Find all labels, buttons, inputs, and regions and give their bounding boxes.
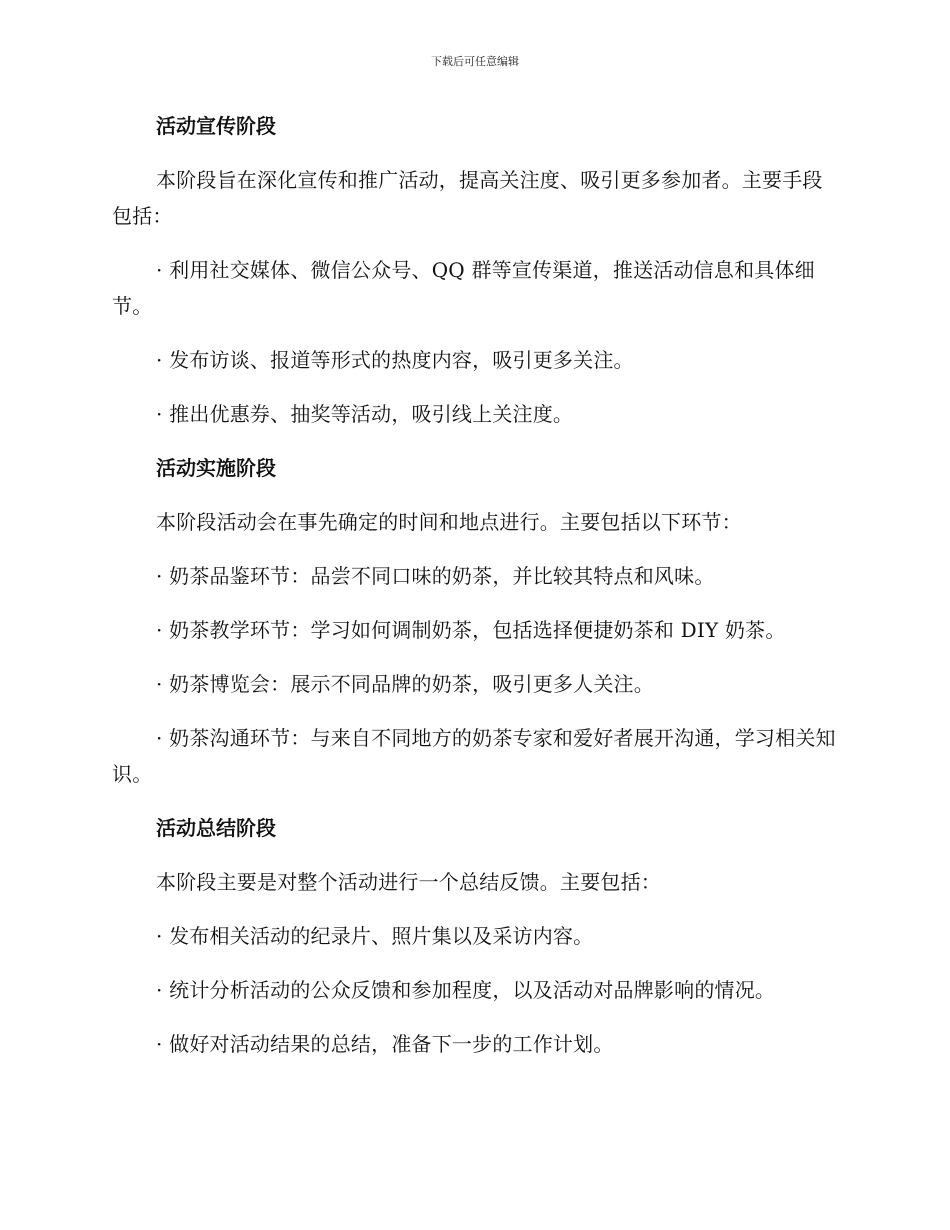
bullet-item: · 奶茶沟通环节：与来自不同地方的奶茶专家和爱好者展开沟通，学习相关知识。 xyxy=(112,726,836,786)
section-heading: 活动总结阶段 xyxy=(156,816,276,840)
section-heading: 活动宣传阶段 xyxy=(156,114,276,138)
section-implementation xyxy=(112,450,840,792)
bullet-item: · 奶茶品鉴环节：品尝不同口味的奶茶，并比较其特点和风味。 xyxy=(156,564,715,588)
section-publicity xyxy=(112,108,840,432)
paragraph: 本阶段活动会在事先确定的时间和地点进行。主要包括以下环节： xyxy=(156,510,742,534)
paragraph: 本阶段主要是对整个活动进行一个总结反馈。主要包括： xyxy=(156,870,661,894)
bullet-item: · 统计分析活动的公众反馈和参加程度，以及活动对品牌影响的情况。 xyxy=(156,978,776,1002)
page-header: 下载后可任意编辑 xyxy=(431,55,519,68)
bullet-item: · 推出优惠券、抽奖等活动，吸引线上关注度。 xyxy=(156,402,574,426)
document-body xyxy=(112,108,840,1080)
bullet-item: · 发布访谈、报道等形式的热度内容，吸引更多关注。 xyxy=(156,348,634,372)
paragraph: 本阶段旨在深化宣传和推广活动，提高关注度、吸引更多参加者。主要手段包括： xyxy=(112,168,823,228)
section-heading: 活动实施阶段 xyxy=(156,456,276,480)
section-summary xyxy=(112,810,840,1062)
bullet-item: · 利用社交媒体、微信公众号、QQ 群等宣传渠道，推送活动信息和具体细节。 xyxy=(112,258,815,318)
bullet-item: · 奶茶博览会：展示不同品牌的奶茶，吸引更多人关注。 xyxy=(156,672,654,696)
bullet-item: · 发布相关活动的纪录片、照片集以及采访内容。 xyxy=(156,924,594,948)
bullet-item: · 奶茶教学环节：学习如何调制奶茶，包括选择便捷奶茶和 DIY 奶茶。 xyxy=(156,618,786,642)
bullet-item: · 做好对活动结果的总结，准备下一步的工作计划。 xyxy=(156,1032,614,1056)
